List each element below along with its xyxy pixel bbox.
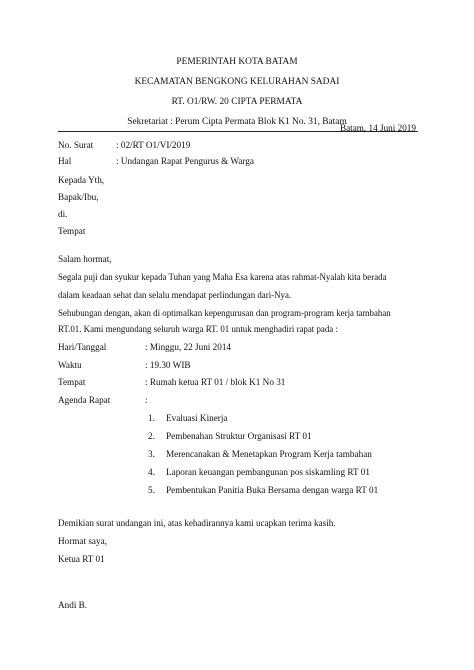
- agenda-label: Agenda Rapat: [58, 395, 111, 405]
- agenda-item-text: Laporan keuangan pembangunan pos siskamling RT 01: [166, 467, 370, 477]
- agenda-item-number: 5.: [148, 485, 155, 495]
- salutation: Salam hormat,: [58, 254, 112, 264]
- signer-title: Ketua RT 01: [58, 554, 105, 564]
- no-surat-value: : 02/RT O1/VI/2019: [116, 140, 191, 150]
- signer-name: Andi B.: [58, 600, 88, 610]
- recipient-line-2: Bapak/Ibu,: [58, 192, 99, 202]
- paragraph-2-line-2: RT.01. Kami mengundang seluruh warga RT. 01 untuk menghadiri rapat pada :: [58, 324, 338, 334]
- closing-regards: Hormat saya,: [58, 536, 107, 546]
- agenda-item-number: 3.: [148, 449, 155, 459]
- agenda-colon: :: [145, 395, 148, 405]
- agenda-item-text: Evaluasi Kinerja: [166, 413, 228, 423]
- letter-date: Batam, 14 Juni 2019: [339, 123, 416, 133]
- letterhead-secretariat: Sekretariat : Perum Cipta Permata Blok K1 No. 31, Batam: [127, 117, 347, 127]
- recipient-line-4: Tempat: [58, 226, 86, 236]
- agenda-item-number: 1.: [148, 413, 155, 423]
- hal-value: : Undangan Rapat Pengurus & Warga: [116, 156, 254, 166]
- hari-tanggal-value: : Minggu, 22 Juni 2014: [145, 342, 232, 352]
- paragraph-2-line-1: Sehubungan dengan, akan di optimalkan kepengurusan dan program-program kerja tambahan: [58, 308, 391, 318]
- hari-tanggal-label: Hari/Tanggal: [58, 342, 107, 352]
- tempat-label: Tempat: [58, 377, 86, 387]
- letterhead-rt: RT. O1/RW. 20 CIPTA PERMATA: [171, 97, 303, 107]
- agenda-item-text: Pembentukan Panitia Buka Bersama dengan warga RT 01: [166, 485, 379, 495]
- hal-label: Hal: [58, 156, 72, 166]
- waktu-value: : 19.30 WIB: [145, 360, 191, 370]
- recipient-line-1: Kepada Yth,: [58, 175, 105, 185]
- tempat-value: : Rumah ketua RT 01 / blok K1 No 31: [145, 377, 286, 387]
- no-surat-label: No. Surat: [58, 140, 94, 150]
- recipient-line-3: di.: [58, 209, 68, 219]
- letterhead-district: KECAMATAN BENGKONG KELURAHAN SADAI: [134, 77, 340, 87]
- waktu-label: Waktu: [58, 360, 82, 370]
- letterhead-government: PEMERINTAH KOTA BATAM: [176, 57, 298, 67]
- paragraph-1-line-1: Segala puji dan syukur kepada Tuhan yang Maha Esa karena atas rahmat-Nyalah kita berada: [58, 272, 387, 282]
- agenda-item-text: Merencanakan & Menetapkan Program Kerja tambahan: [166, 449, 372, 459]
- agenda-item-text: Pembenahan Struktur Organisasi RT 01: [166, 431, 312, 441]
- paragraph-1-line-2: dalam keadaan sehat dan selalu mendapat perlindungan dari-Nya.: [58, 290, 292, 300]
- closing-sentence: Demikian surat undangan ini, atas kehadirannya kami ucapkan terima kasih.: [58, 518, 336, 528]
- agenda-item-number: 4.: [148, 467, 155, 477]
- agenda-item-number: 2.: [148, 431, 155, 441]
